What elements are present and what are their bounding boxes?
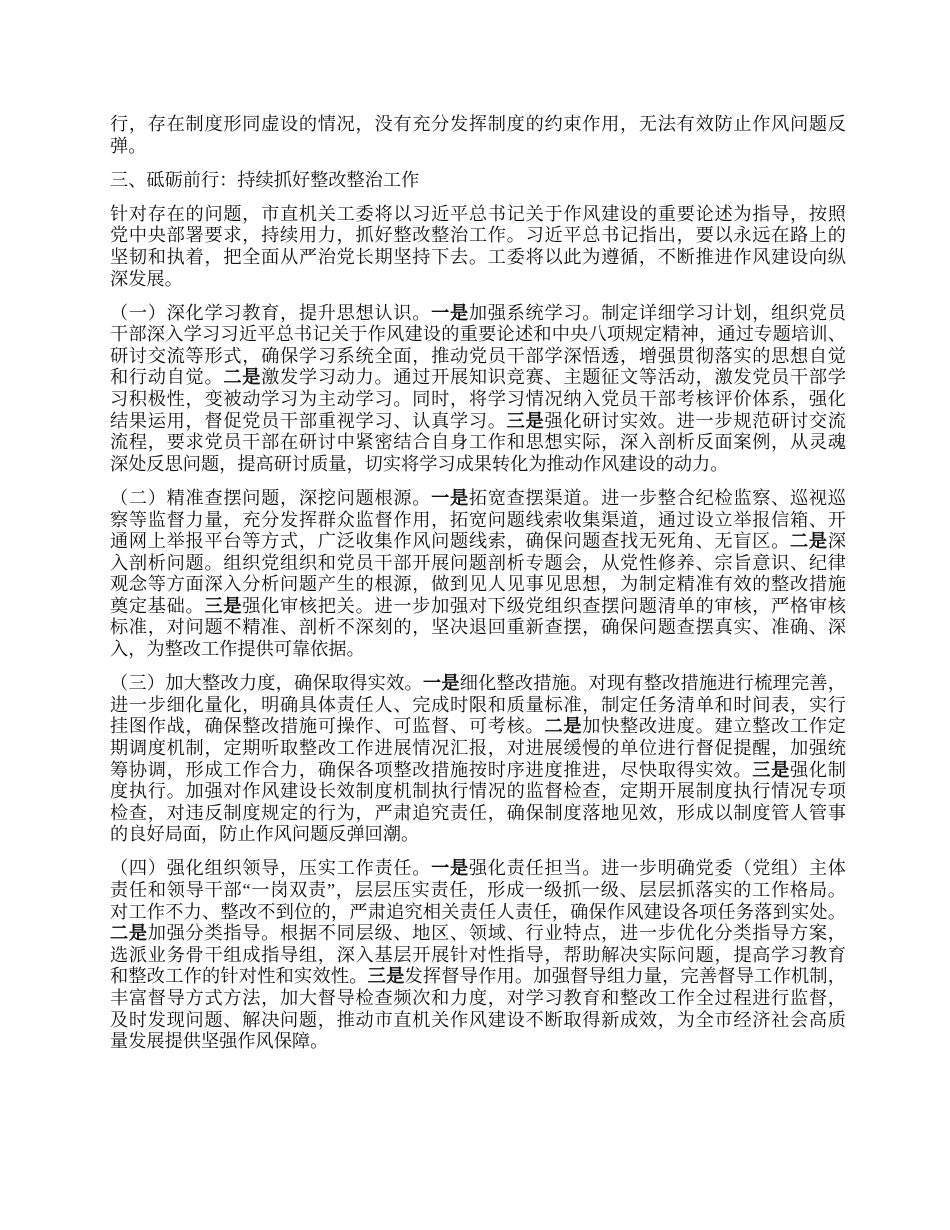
paragraph	[110, 303, 846, 476]
text-run: 进一步细化量化，明确具体责任人、完成时限和质量标准，制定任务清单和时间表，实行	[110, 694, 846, 715]
text-run: 标准，对问题不精准、剖析不深刻的，坚决退回重新查摆，确保问题查摆真实、准确、深	[110, 617, 846, 638]
bold-lead-text: 二是	[110, 923, 148, 944]
text-run: 三、砥砺前行：持续抓好整改整治工作	[110, 169, 420, 190]
text-line	[110, 988, 846, 1010]
text-run: 深处反思问题，提高研讨质量，切实将学习成果转化为推动作风建设的动力。	[110, 453, 729, 474]
text-run: 强化制	[790, 759, 846, 780]
text-line	[110, 346, 846, 368]
text-line	[110, 803, 846, 825]
text-line	[110, 1031, 846, 1053]
text-line	[110, 531, 846, 553]
text-run: 筹协调，形成工作合力，确保各项整改措施按时序进度推进，尽快取得实效。	[110, 759, 753, 780]
text-run: 对工作不力、整改不到位的，严肃追究相关责任人责任，确保作风建设各项任务落到实处。	[110, 901, 846, 922]
bold-lead-text: 三是	[752, 759, 790, 780]
text-line	[110, 367, 846, 389]
text-line	[110, 303, 846, 325]
text-line	[110, 247, 846, 269]
text-run: 深	[827, 531, 846, 552]
text-run: 行，存在制度形同虚设的情况，没有充分发挥制度的约束作用，无法有效防止作风问题反	[110, 114, 846, 134]
text-run: 观念等方面深入分析问题产生的根源，做到见人见事见思想，为制定精准有效的整改措施	[110, 574, 846, 595]
text-line	[110, 1010, 846, 1032]
text-line	[110, 966, 846, 988]
text-run: 深发展。	[110, 268, 183, 289]
bold-lead-text: 三是	[367, 966, 405, 987]
text-line	[110, 454, 846, 476]
text-run: 的良好局面，防止作风问题反弹回潮。	[110, 824, 420, 845]
text-line	[110, 880, 846, 902]
paragraph	[110, 204, 846, 290]
paragraph	[110, 488, 846, 661]
text-run: 和行动自觉。	[110, 367, 224, 388]
bold-lead-text: 一是	[431, 487, 469, 508]
text-run: 入，为整改工作提供可靠依据。	[110, 639, 365, 660]
text-line	[110, 738, 846, 760]
text-run: 结果运用，督促党员干部重视学习、认真学习。	[110, 410, 507, 431]
text-run: 习积极性，变被动学习为主动学习。同时，将学习情况纳入党员干部考核评价体系，强化	[110, 389, 846, 410]
text-run: 选派业务骨干组成指导组，深入基层开展针对性指导，帮助解决实际问题，提高学习教育	[110, 944, 846, 965]
text-line	[110, 858, 846, 880]
paragraph	[110, 114, 846, 157]
text-run: 干部深入学习习近平总书记关于作风建设的重要论述和中央八项规定精神，通过专题培训、	[110, 324, 846, 345]
bold-lead-text: 三是	[204, 595, 243, 616]
text-run: 强化研讨实效。进一步规范研讨交流	[544, 410, 846, 431]
text-run: （三）加大整改力度，确保取得实效。	[110, 673, 423, 694]
text-line	[110, 324, 846, 346]
text-run: 加强系统学习。制定详细学习计划，组织党员	[468, 302, 846, 323]
text-run: 弹。	[110, 135, 147, 156]
text-run: 挂图作战，确保整改措施可操作、可监督、可考核。	[110, 716, 545, 737]
text-run: 丰富督导方式方法，加大督导检查频次和力度，对学习教育和整改工作全过程进行监督，	[110, 987, 846, 1008]
text-line	[110, 781, 846, 803]
text-line	[110, 673, 846, 695]
text-run: 期调度机制，定期听取整改工作进展情况汇报，对进展缓慢的单位进行督促提醒，加强统	[110, 737, 846, 758]
text-line	[110, 596, 846, 618]
text-line	[110, 902, 846, 924]
text-run: 细化整改措施。对现有整改措施进行梳理完善，	[459, 673, 846, 694]
text-line	[110, 574, 846, 596]
text-line	[110, 945, 846, 967]
bold-lead-text: 一是	[422, 673, 460, 694]
text-line	[110, 824, 846, 846]
text-line	[110, 510, 846, 532]
text-line	[110, 204, 846, 226]
text-line	[110, 639, 846, 661]
text-run: 及时发现问题、解决问题，推动市直机关作风建设不断取得新成效，为全市经济社会高质	[110, 1009, 846, 1030]
bold-lead-text: 一是	[431, 858, 469, 879]
text-run: 坚韧和执着，把全面从严治党长期坚持下去。工委将以此为遵循，不断推进作风建设向纵	[110, 246, 846, 267]
text-run: 强化责任担当。进一步明确党委（党组）主体	[468, 858, 846, 879]
text-run: 研讨交流等形式，确保学习系统全面，推动党员干部学深悟透，增强贯彻落实的思想自觉	[110, 345, 846, 366]
document-body	[110, 114, 846, 1065]
text-run: 入剖析问题。组织党组织和党员干部开展问题剖析专题会，从党性修养、宗旨意识、纪律	[110, 552, 846, 573]
bold-lead-text: 二是	[790, 531, 828, 552]
text-run: 通网上举报平台等方式，广泛收集作风问题线索，确保问题查找无死角、无盲区。	[110, 531, 790, 552]
text-run: 党中央部署要求，持续用力，抓好整改整治工作。习近平总书记指出，要以永远在路上的	[110, 225, 846, 246]
text-run: 拓宽查摆渠道。进一步整合纪检监察、巡视巡	[468, 487, 846, 508]
text-run: 检查，对违反制度规定的行为，严肃追究责任，确保制度落地见效，形成以制度管人管事	[110, 802, 846, 823]
text-line	[110, 432, 846, 454]
text-line	[110, 923, 846, 945]
text-line	[110, 269, 846, 291]
text-run: 察等监督力量，充分发挥群众监督作用，拓宽问题线索收集渠道，通过设立举报信箱、开	[110, 509, 846, 530]
paragraph	[110, 673, 846, 846]
text-line	[110, 695, 846, 717]
text-line	[110, 411, 846, 433]
text-run: 度执行。加强对作风建设长效制度机制执行情况的监督检查，定期开展制度执行情况专项	[110, 781, 846, 802]
bold-lead-text: 二是	[544, 716, 583, 737]
text-line	[110, 136, 846, 158]
text-run: 流程，要求党员干部在研讨中紧密结合自身工作和思想实际，深入剖析反面案例，从灵魂	[110, 432, 846, 453]
text-run: （四）强化组织领导，压实工作责任。	[110, 858, 432, 879]
text-run: 和整改工作的针对性和实效性。	[110, 966, 368, 987]
text-line	[110, 760, 846, 782]
text-run: 发挥督导作用。加强督导组力量，完善督导工作机制，	[404, 966, 846, 987]
bold-lead-text: 二是	[223, 367, 262, 388]
text-run: 责任和领导干部“一岗双责”，层层压实责任，形成一级抓一级、层层抓落实的工作格局。	[110, 880, 846, 900]
text-line	[110, 114, 846, 136]
bold-lead-text: 三是	[506, 410, 545, 431]
section-heading	[110, 170, 846, 192]
bold-lead-text: 一是	[431, 302, 469, 323]
text-line	[110, 553, 846, 575]
text-line	[110, 716, 846, 738]
text-run: 强化审核把关。进一步加强对下级党组织查摆问题清单的审核，严格审核	[242, 595, 846, 616]
text-run: 加快整改进度。建立整改工作定	[582, 716, 846, 737]
text-line	[110, 225, 846, 247]
text-run: 量发展提供坚强作风保障。	[110, 1031, 329, 1052]
text-run: （二）精准查摆问题，深挖问题根源。	[110, 487, 432, 508]
text-line	[110, 389, 846, 411]
text-line	[110, 488, 846, 510]
text-run: 针对存在的问题，市直机关工委将以习近平总书记关于作风建设的重要论述为指导，按照	[110, 203, 846, 224]
text-run: 加强分类指导。根据不同层级、地区、领域、行业特点，进一步优化分类指导方案，	[147, 923, 846, 944]
text-run: 奠定基础。	[110, 595, 205, 616]
text-line	[110, 617, 846, 639]
paragraph	[110, 858, 846, 1052]
text-run: 激发学习动力。通过开展知识竞赛、主题征文等活动，激发党员干部学	[261, 367, 846, 388]
text-run: （一）深化学习教育，提升思想认识。	[110, 302, 432, 323]
text-line	[110, 170, 846, 192]
